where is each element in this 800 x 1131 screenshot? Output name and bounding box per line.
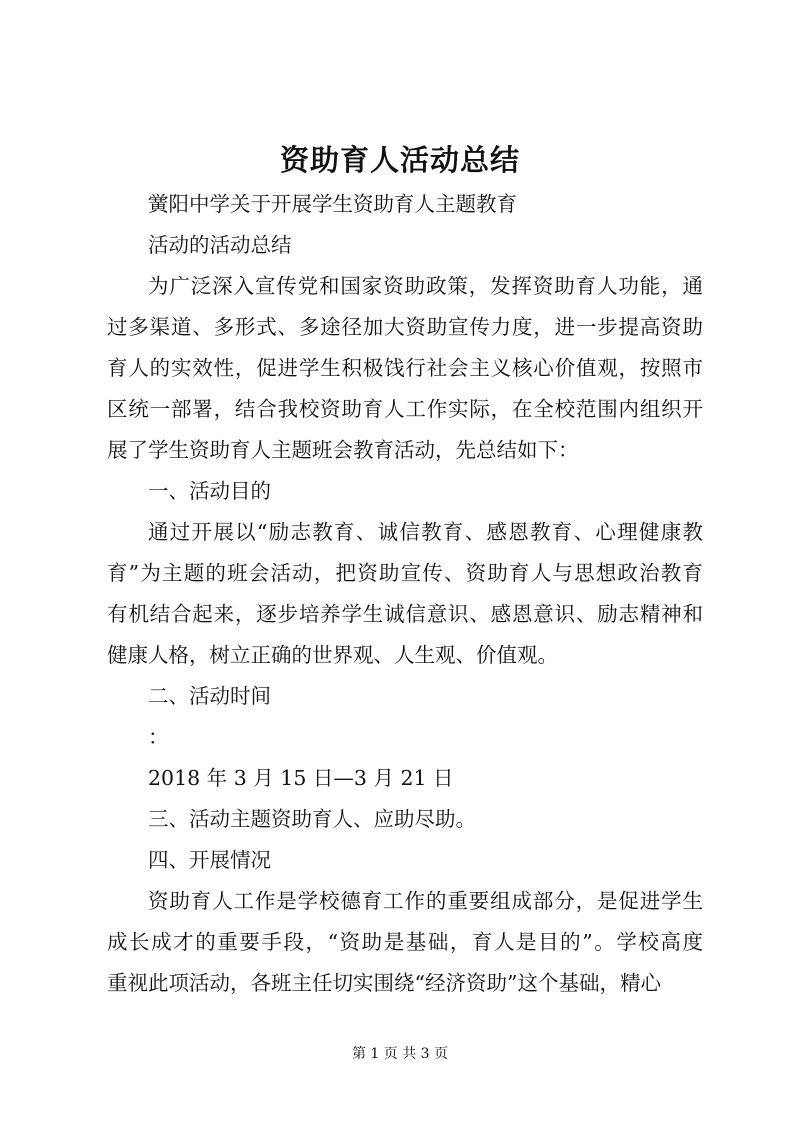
paragraph-line: 四、开展情况 — [148, 848, 271, 872]
paragraph — [107, 840, 703, 881]
paragraph-line: 2018 年 3 月 15 日—3 月 21 日 — [148, 766, 454, 790]
paragraph — [107, 512, 703, 676]
paragraph — [107, 266, 703, 471]
paragraph-line: 成长成才的重要手段，“资助是基础，育人是目的”。学校高度 — [107, 930, 703, 954]
paragraph — [107, 471, 703, 512]
paragraph — [107, 799, 703, 840]
paragraph — [107, 758, 703, 799]
paragraph-line: 一、活动目的 — [148, 479, 271, 503]
paragraph-line: 活动的活动总结 — [148, 233, 292, 257]
page-footer: 第 1 页 共 3 页 — [351, 1046, 449, 1062]
paragraph-line: 有机结合起来，逐步培养学生诚信意识、感恩意识、励志精神和 — [107, 602, 703, 626]
paragraph-line: 资助育人工作是学校德育工作的重要组成部分，是促进学生 — [148, 889, 703, 913]
paragraph-line: 健康人格，树立正确的世界观、人生观、价值观。 — [107, 643, 558, 667]
paragraph-line: 黉阳中学关于开展学生资助育人主题教育 — [148, 192, 517, 216]
paragraph-line: 过多渠道、多形式、多途径加大资助宣传力度，进一步提高资助 — [107, 315, 703, 339]
paragraph — [107, 676, 703, 717]
document-title: 资助育人活动总结 — [279, 143, 520, 177]
paragraph-line: 区统一部署，结合我校资助育人工作实际，在全校范围内组织开 — [107, 397, 703, 421]
paragraph-line: 育”为主题的班会活动，把资助宣传、资助育人与思想政治教育 — [107, 561, 703, 585]
paragraph-line: 通过开展以“励志教育、诚信教育、感恩教育、心理健康教 — [148, 520, 703, 544]
paragraph-line: ： — [148, 725, 169, 749]
paragraph — [107, 184, 703, 225]
paragraph-line: 育人的实效性，促进学生积极饯行社会主义核心价值观，按照市 — [107, 356, 703, 380]
paragraph-line: 重视此项活动，各班主任切实围绕“经济资助”这个基础，精心 — [107, 971, 661, 995]
paragraph-line: 三、活动主题资助育人、应助尽助。 — [148, 807, 476, 831]
paragraph-line: 为广泛深入宣传党和国家资助政策，发挥资助育人功能，通 — [148, 274, 703, 298]
paragraph — [107, 881, 703, 1004]
paragraph — [107, 225, 703, 266]
paragraph-line: 二、活动时间 — [148, 684, 271, 708]
paragraph-line: 展了学生资助育人主题班会教育活动，先总结如下： — [107, 438, 579, 462]
paragraph — [107, 717, 703, 758]
document-body — [107, 184, 703, 1004]
